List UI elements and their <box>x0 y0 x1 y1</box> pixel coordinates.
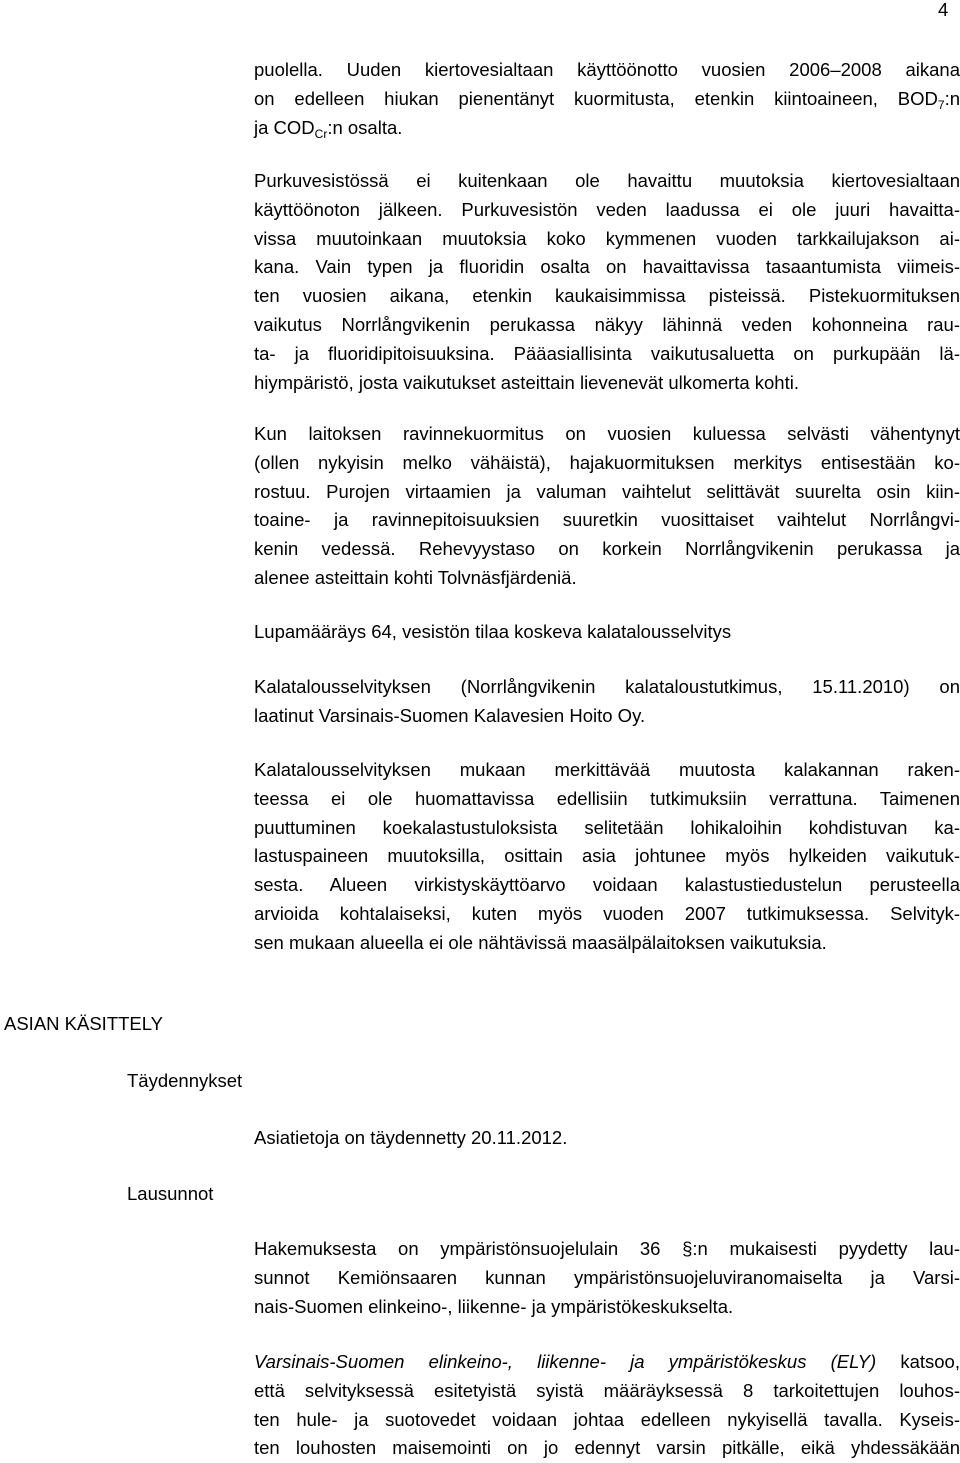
text-line: Kalatalousselvityksen mukaan merkittävää muutosta kalakannan raken- <box>254 759 960 780</box>
text-line: Varsinais-Suomen elinkeino-, liikenne- ja ympäristökeskus (ELY) katsoo, <box>254 1351 960 1372</box>
text-line: puolella. Uuden kiertovesialtaan käyttöönotto vuosien 2006–2008 aikana <box>254 59 960 80</box>
subscript: Cr <box>314 126 328 141</box>
text-line: arvioida kohtalaiseksi, kuten myös vuoden 2007 tutkimuksessa. Selvityk- <box>254 902 960 924</box>
text-line: Kalatalousselvityksen (Norrlångvikenin kalataloustutkimus, 15.11.2010) on <box>254 676 960 697</box>
text-line: puuttuminen koekalastustuloksista selitetään lohikaloihin kohdistuvan ka- <box>254 816 960 838</box>
paragraph-4 <box>254 673 960 731</box>
text-line: sen mukaan alueella ei ole nähtävissä maasälpälaitoksen vaikutuksia. <box>254 931 827 953</box>
text-line: nais-Suomen elinkeino-, liikenne- ja ympäristökeskukselta. <box>254 1295 734 1317</box>
text-line: ten hule- ja suotovedet voidaan johtaa edelleen nykyisellä tavalla. Kyseis- <box>254 1408 960 1430</box>
text-line: hiympäristö, josta vaikutukset asteittain lievenevät ulkomerta kohti. <box>254 371 799 393</box>
lupamaarays-title: Lupamääräys 64, vesistön tilaa koskeva kalatalousselvitys <box>254 621 732 642</box>
text-line: kana. Vain typen ja fluoridin osalta on havaittavissa tasaantumista viimeis- <box>254 256 960 278</box>
text-line: on edelleen hiukan pienentänyt kuormitusta, etenkin kiintoaineen, $BOD_7:n$ <box>254 87 960 112</box>
text-line: sesta. Alueen virkistyskäyttöarvo voidaan kalastustiedustelun perusteella <box>254 874 960 896</box>
text-line: alenee asteittain kohti Tolvnäsfjärdeniä. <box>254 566 577 588</box>
text-line: sunnot Kemiönsaaren kunnan ympäristönsuojeluviranomaiselta ja Varsi- <box>254 1266 960 1288</box>
text-line: käyttöönoton jälkeen. Purkuvesistön veden laadussa ei ole juuri havaitta- <box>254 198 960 220</box>
text-line: ta- ja fluoridipitoisuuksina. Pääasiallisinta vaikutusaluetta on purkupään lä- <box>254 342 960 364</box>
text-line: vaikutus Norrlångvikenin perukassa näkyy lähinnä veden kohonneina rau- <box>254 313 960 335</box>
text-line: vissa muutoinkaan muutoksia koko kymmenen vuoden tarkkailujakson ai- <box>254 227 960 249</box>
text-line: Purkuvesistössä ei kuitenkaan ole havaittu muutoksia kiertovesialtaan <box>254 170 960 191</box>
text-line: Kun laitoksen ravinnekuormitus on vuosien kuluessa selvästi vähentynyt <box>254 423 960 444</box>
text-line: laatinut Varsinais-Suomen Kalavesien Hoito Oy. <box>254 704 646 726</box>
paragraph-3 <box>254 420 960 593</box>
text-line: toaine- ja ravinnepitoisuuksien suuretkin vuosittaiset vaihtelut Norrlångvi- <box>254 509 960 531</box>
paragraph-7 <box>254 1348 960 1463</box>
text-line: ja $COD_{Cr}:n$ osalta. <box>254 116 403 141</box>
text-line: (ollen nykyisin melko vähäistä), hajakuormituksen merkitys entisestään ko- <box>254 451 960 473</box>
text-line: lastuspaineen muutoksilla, osittain asia johtunee myös hylkeiden vaikutuk- <box>254 845 960 867</box>
subheading-taydennykset: Täydennykset <box>127 1070 243 1091</box>
subscript: 7 <box>937 97 945 112</box>
text-line: rostuu. Purojen virtaamien ja valuman vaihtelut selittävät suurelta osin kiin- <box>254 480 960 502</box>
text-line: kenin vedessä. Rehevyystaso on korkein Norrlångvikenin perukassa ja <box>254 538 960 560</box>
section-heading: ASIAN KÄSITTELY <box>4 1013 164 1034</box>
subheading-lausunnot: Lausunnot <box>127 1183 214 1204</box>
taydennykset-text: Asiatietoja on täydennetty 20.11.2012. <box>254 1127 568 1148</box>
paragraph-5 <box>254 756 960 958</box>
paragraph-2 <box>254 167 960 397</box>
paragraph-1 <box>254 56 960 142</box>
text-line: Hakemuksesta on ympäristönsuojelulain 36 §:n mukaisesti pyydetty lau- <box>254 1238 960 1259</box>
italic-authority-name: Varsinais-Suomen elinkeino-, liikenne- ja ympäristökeskus (ELY) <box>254 1351 877 1372</box>
text-line: että selvityksessä esitetyistä syistä määräyksessä 8 tarkoitettujen louhos- <box>254 1379 960 1401</box>
page-number: 4 <box>938 0 949 20</box>
text-line: teessa ei ole huomattavissa edellisiin tutkimuksiin verrattuna. Taimenen <box>254 787 960 809</box>
text-line: ten vuosien aikana, etenkin kaukaisimmissa pisteissä. Pistekuormituksen <box>254 285 960 307</box>
paragraph-6 <box>254 1235 960 1321</box>
text-line: ten louhosten maisemointi on jo edennyt varsin pitkälle, eikä yhdessäkään <box>254 1437 960 1459</box>
